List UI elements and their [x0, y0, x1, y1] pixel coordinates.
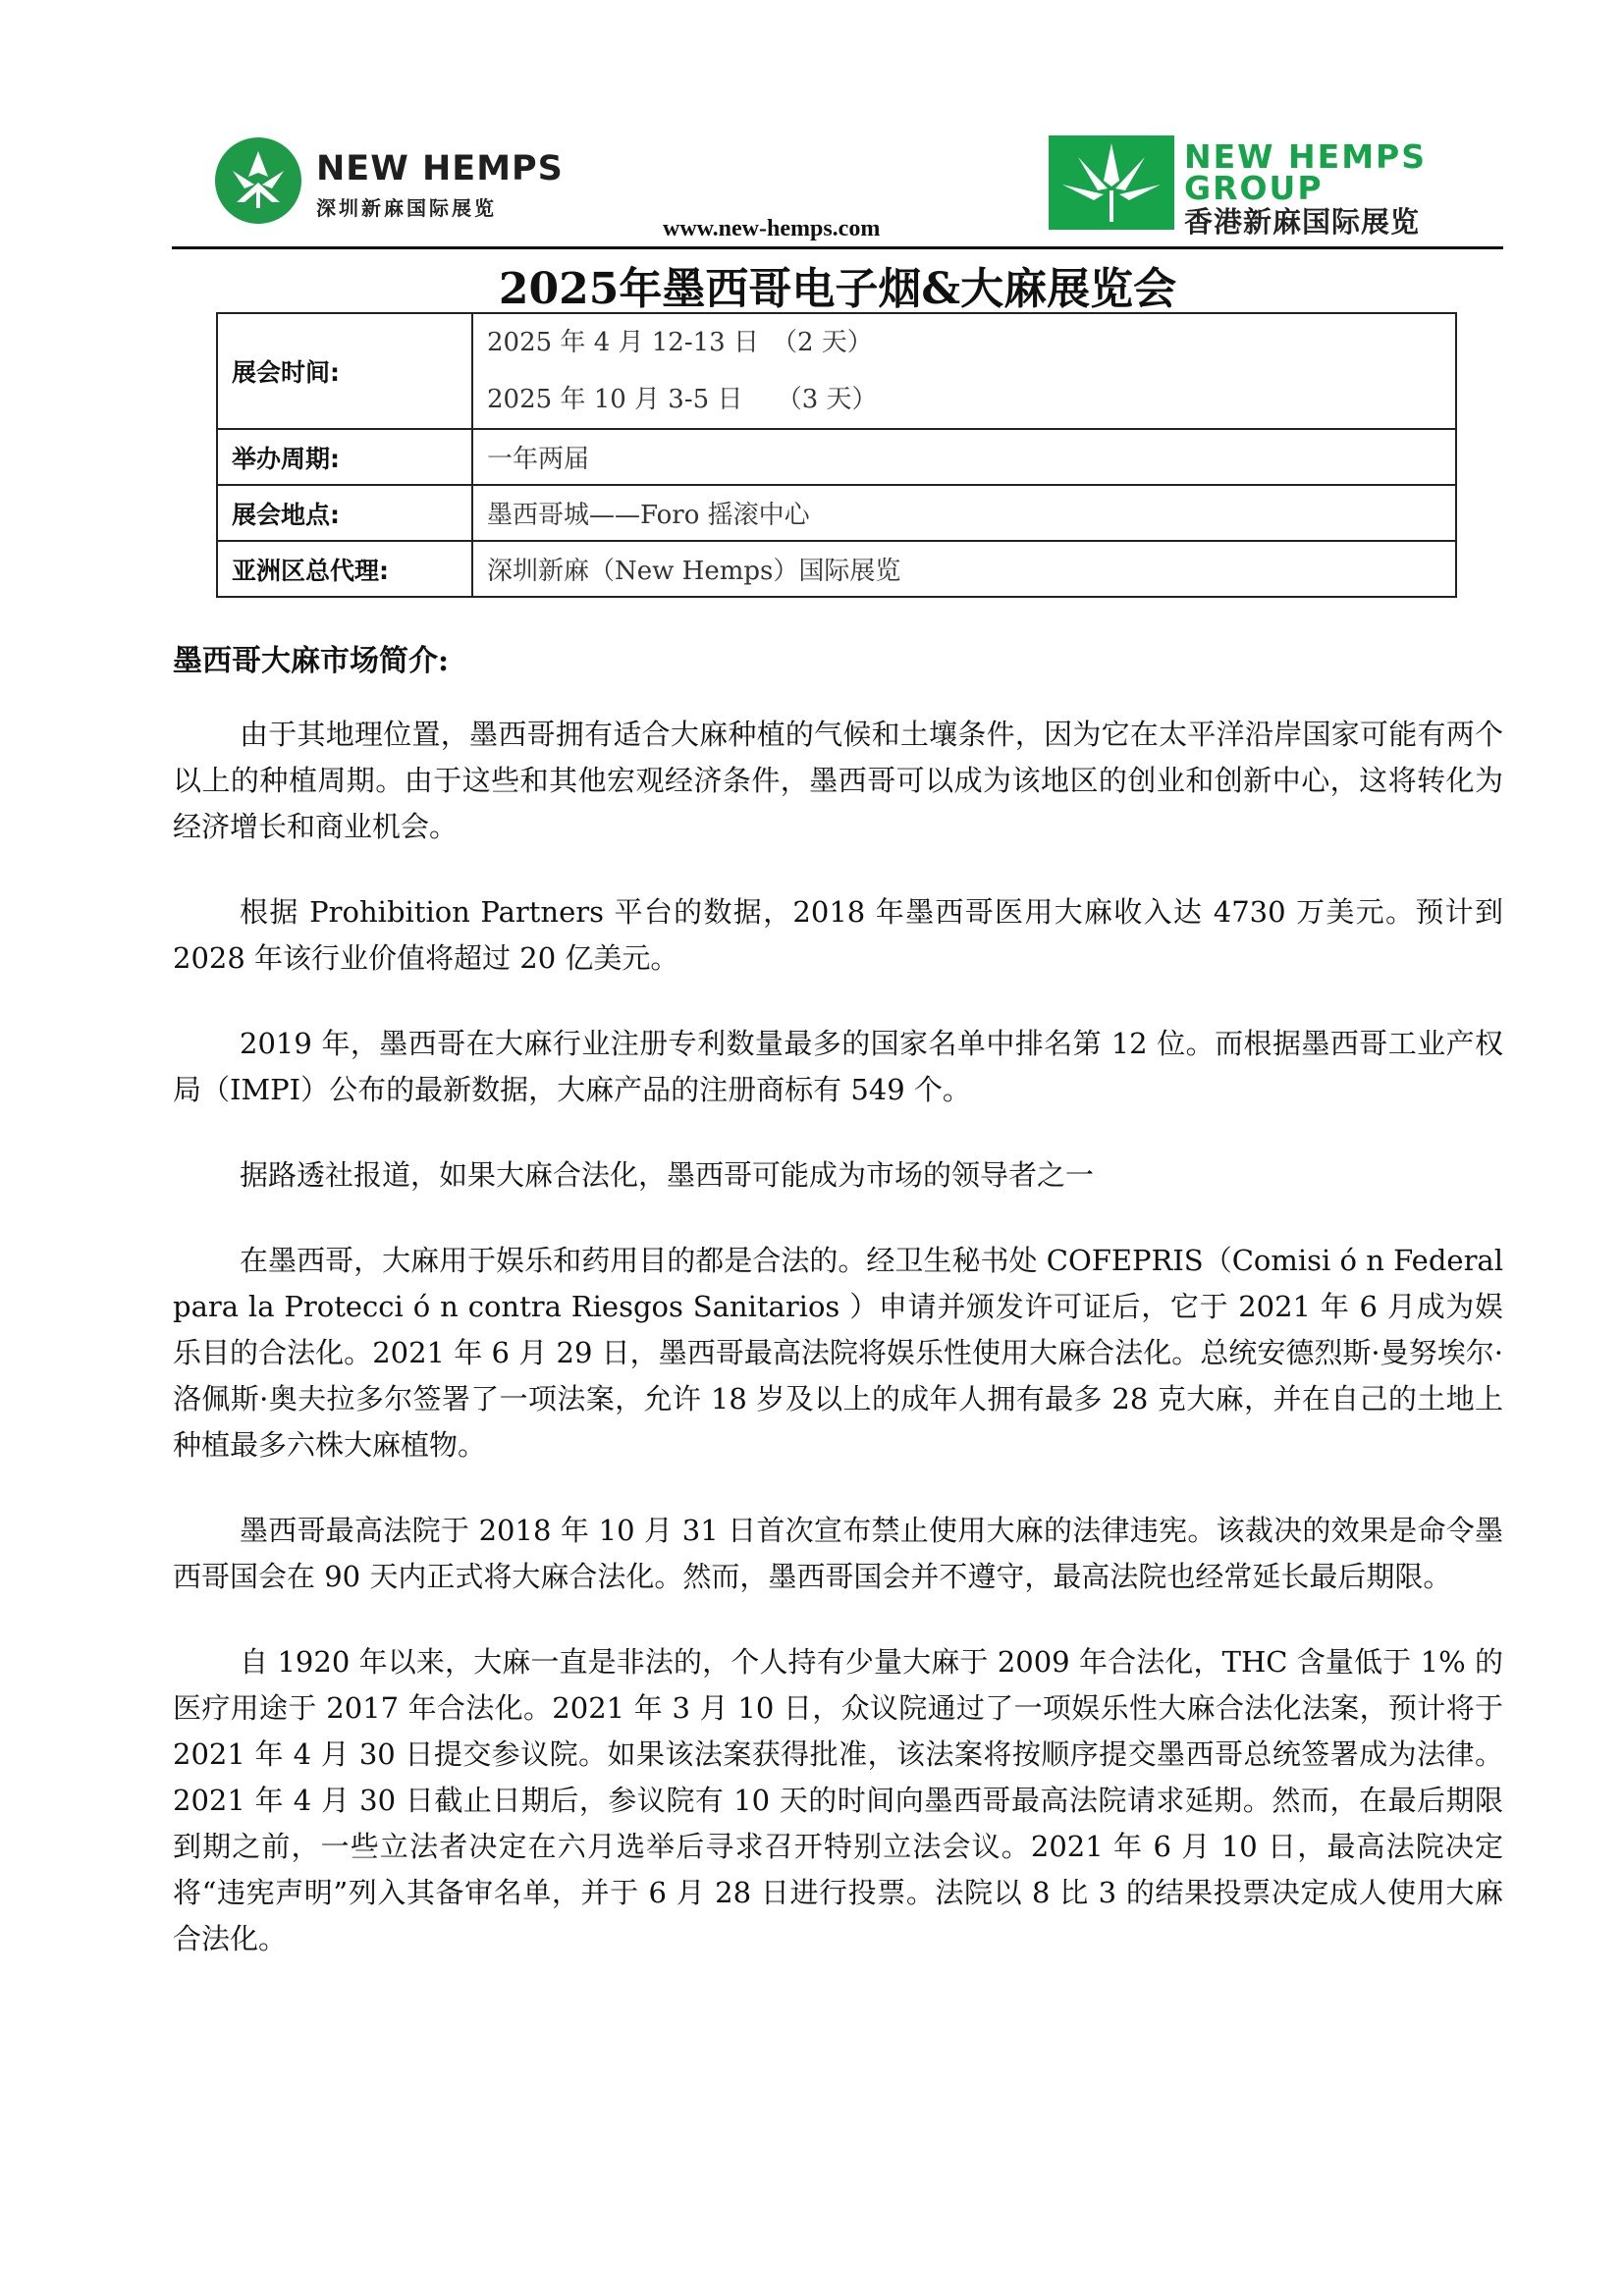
table-row [217, 541, 1456, 597]
row-value: 一年两届 [472, 429, 1456, 485]
paragraph: 由于其地理位置，墨西哥拥有适合大麻种植的气候和土壤条件，因为它在太平洋沿岸国家可能有两个以上的种植周期。由于这些和其他宏观经济条件，墨西哥可以成为该地区的创业和创新中心，这将转化为经济增长和商业机会。 [173, 718, 1503, 843]
new-hemps-logo [215, 137, 627, 226]
row-value [472, 313, 1456, 429]
table-row [217, 429, 1456, 485]
row-key: 展会时间: [217, 313, 472, 429]
row-key: 展会地点: [217, 485, 472, 541]
paragraph: 2019 年，墨西哥在大麻行业注册专利数量最多的国家名单中排名第 12 位。而根据墨西哥工业产权局（IMPI）公布的最新数据，大麻产品的注册商标有 549 个。 [173, 1027, 1503, 1106]
section-heading: 墨西哥大麻市场简介: [173, 644, 450, 678]
right-logo-line2: GROUP [1184, 169, 1324, 207]
date-line: 2025 年 10 月 3-5 日 （3 天） [487, 385, 878, 414]
page-title: 2025年墨西哥电子烟&大麻展览会 [498, 264, 1177, 314]
left-logo-brand: NEW HEMPS [316, 149, 564, 188]
header-divider [172, 246, 1503, 249]
paragraph: 根据 Prohibition Partners 平台的数据，2018 年墨西哥医用大麻收入达 4730 万美元。预计到 2028 年该行业价值将超过 20 亿美元。 [173, 895, 1503, 975]
paragraph: 据路透社报道，如果大麻合法化，墨西哥可能成为市场的领导者之一 [240, 1158, 1095, 1192]
new-hemps-group-logo [1049, 135, 1481, 239]
left-logo-subtitle: 深圳新麻国际展览 [316, 196, 497, 220]
paragraph: 自 1920 年以来，大麻一直是非法的，个人持有少量大麻于 2009 年合法化，THC 含量低于 1% 的医疗用途于 2017 年合法化。2021 年 3 月 10 日，众议院通过了一项娱乐性大麻合法化法案，预计将于 2021 年 4 月 30 日提交参议院。如果该法案获得批准，该法案将按顺序提交墨西哥总统签署成为法律。2021 年 4 月 30 日截止日期后，参议院有 10 天的时间向墨西哥最高法院请求延期。然而，在最后期限到期之前，一些立法者决定在六月选举后寻求召开特别立法会议。2021 年 6 月 10 日，最高法院决定将“违宪声明”列入其备审名单，并于 6 月 28 日进行投票。法院以 8 比 3 的结果投票决定成人使用大麻合法化。 [173, 1645, 1503, 1955]
right-logo-line3: 香港新麻国际展览 [1184, 205, 1421, 239]
page-header [172, 126, 1503, 247]
row-key: 举办周期: [217, 429, 472, 485]
hemp-leaf-icon [215, 137, 301, 224]
event-info-table [216, 312, 1457, 598]
table-row [217, 313, 1456, 429]
website-link[interactable]: www.new-hemps.com [663, 216, 881, 241]
paragraph: 墨西哥最高法院于 2018 年 10 月 31 日首次宣布禁止使用大麻的法律违宪。该裁决的效果是命令墨西哥国会在 90 天内正式将大麻合法化。然而，墨西哥国会并不遵守，最高法院也经常延长最后期限。 [173, 1514, 1503, 1593]
table-row [217, 485, 1456, 541]
row-value: 深圳新麻（New Hemps）国际展览 [472, 541, 1456, 597]
cannabis-leaf-icon [1049, 135, 1174, 230]
paragraph: 在墨西哥，大麻用于娱乐和药用目的都是合法的。经卫生秘书处 COFEPRIS（Comisi ó n Federal para la Protecci ó n contra Riesgos Sanitarios ）申请并颁发许可证后，它于 2021 年 6 月成为娱乐目的合法化。2021 年 6 月 29 日，墨西哥最高法院将娱乐性使用大麻合法化。总统安德烈斯·曼努埃尔·洛佩斯·奥夫拉多尔签署了一项法案，允许 18 岁及以上的成年人拥有最多 28 克大麻，并在自己的土地上种植最多六株大麻植物。 [173, 1244, 1503, 1462]
article-body [173, 712, 1503, 2002]
right-logo-line1: NEW HEMPS [1184, 137, 1428, 176]
row-key: 亚洲区总代理: [217, 541, 472, 597]
row-value: 墨西哥城——Foro 摇滚中心 [472, 485, 1456, 541]
date-line: 2025 年 4 月 12-13 日 （2 天） [487, 328, 873, 357]
